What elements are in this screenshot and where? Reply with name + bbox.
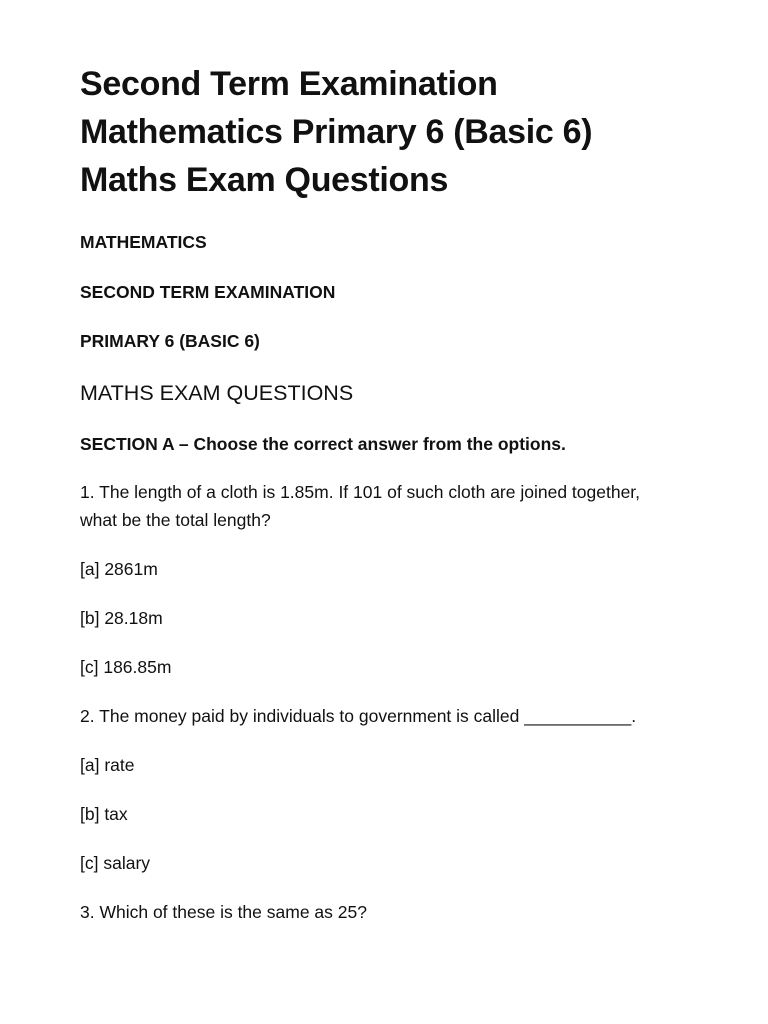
section-heading: MATHS EXAM QUESTIONS bbox=[80, 381, 354, 405]
title-line-3: Maths Exam Questions bbox=[80, 161, 449, 199]
question-3-text: 3. Which of these is the same as 25? bbox=[80, 902, 367, 922]
question-2-option-c: [c] salary bbox=[80, 853, 151, 873]
question-1-option-b: [b] 28.18m bbox=[80, 608, 163, 628]
title-line-1: Second Term Examination bbox=[80, 65, 498, 103]
question-1-text bbox=[80, 478, 698, 534]
question-1-line-1: 1. The length of a cloth is 1.85m. If 101 of such cloth are joined together, bbox=[80, 482, 641, 502]
term-label: SECOND TERM EXAMINATION bbox=[80, 282, 336, 302]
section-instruction: SECTION A – Choose the correct answer from the options. bbox=[80, 434, 566, 454]
class-label: PRIMARY 6 (BASIC 6) bbox=[80, 331, 260, 351]
document-title bbox=[80, 60, 698, 204]
question-1-line-2: what be the total length? bbox=[80, 510, 271, 530]
question-2-option-a: [a] rate bbox=[80, 755, 135, 775]
question-2-option-b: [b] tax bbox=[80, 804, 128, 824]
question-1-option-a: [a] 2861m bbox=[80, 559, 158, 579]
subject-label: MATHEMATICS bbox=[80, 232, 207, 252]
question-1-option-c: [c] 186.85m bbox=[80, 657, 172, 677]
title-line-2: Mathematics Primary 6 (Basic 6) bbox=[80, 113, 593, 151]
question-2-text: 2. The money paid by individuals to government is called ___________. bbox=[80, 706, 637, 726]
